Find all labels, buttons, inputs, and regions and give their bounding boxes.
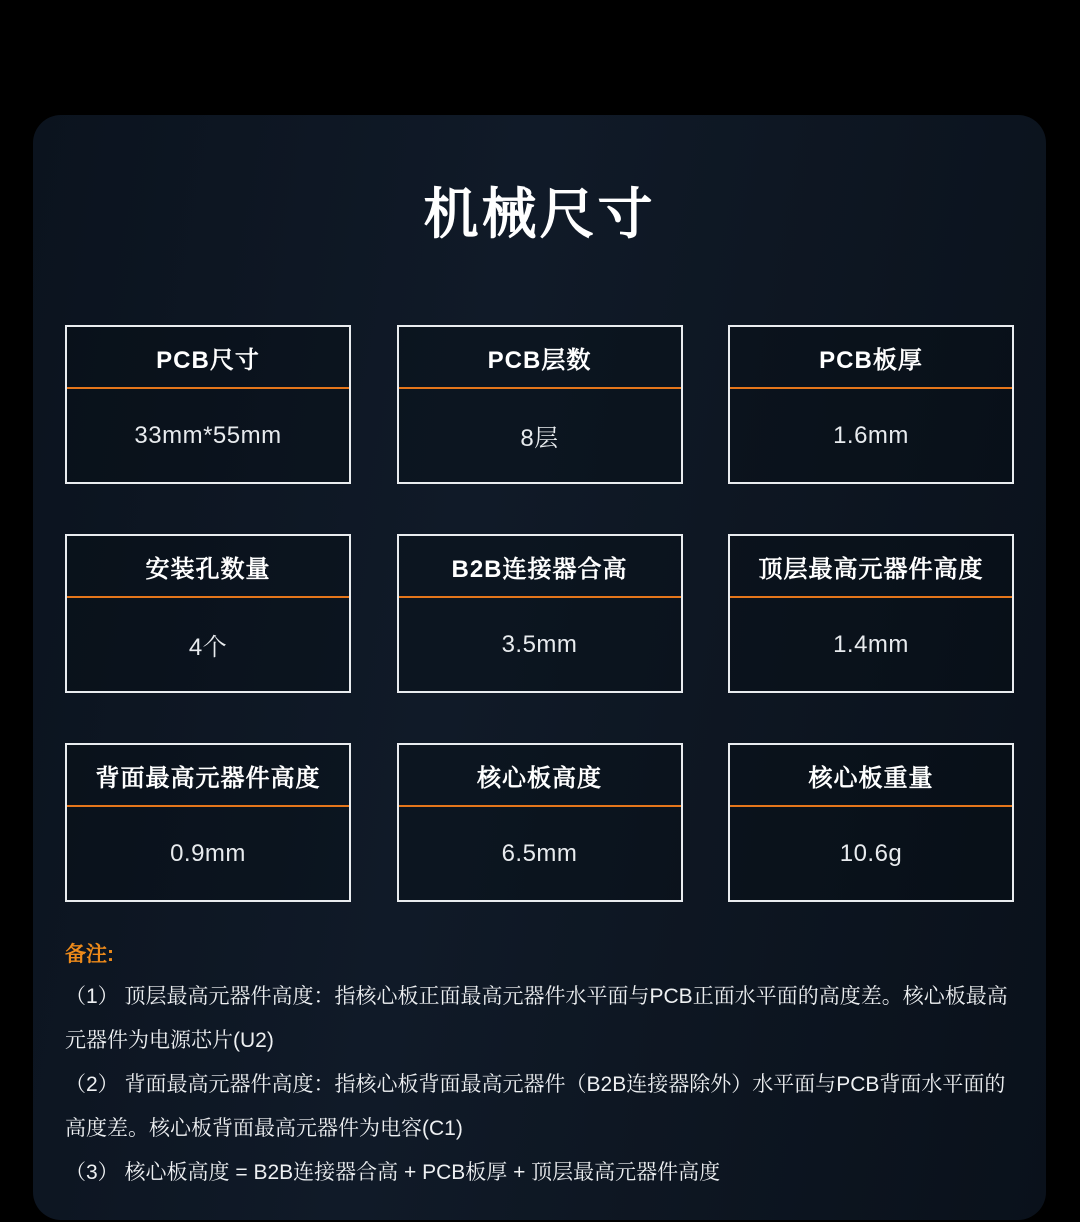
- notes-section: [65, 935, 1014, 1195]
- spec-card-top-component-height: [728, 534, 1014, 693]
- spec-card-title: PCB板厚: [730, 327, 1012, 389]
- page-title: 机械尺寸: [423, 183, 656, 245]
- note-item-3: （3） 核心板高度 = B2B连接器合高 + PCB板厚 + 顶层最高元器件高度: [65, 1161, 721, 1184]
- spec-card-title: 核心板重量: [730, 745, 1012, 807]
- spec-grid: [65, 325, 1014, 902]
- spec-card-board-height: [397, 743, 683, 902]
- spec-card-title: 顶层最高元器件高度: [730, 536, 1012, 598]
- spec-panel: [33, 115, 1046, 1220]
- spec-card-title: 核心板高度: [399, 745, 681, 807]
- spec-card-value: 6.5mm: [501, 839, 578, 867]
- note-item-1: （1） 顶层最高元器件高度：指核心板正面最高元器件水平面与PCB正面水平面的高度差。核心板最高元器件为电源芯片(U2): [65, 985, 1008, 1052]
- spec-card-board-weight: [728, 743, 1014, 902]
- spec-card-pcb-thickness: [728, 325, 1014, 484]
- spec-card-value: 1.4mm: [833, 630, 909, 658]
- spec-card-title: 背面最高元器件高度: [67, 745, 349, 807]
- note-item-2: （2） 背面最高元器件高度：指核心板背面最高元器件（B2B连接器除外）水平面与PCB背面水平面的高度差。核心板背面最高元器件为电容(C1): [65, 1073, 1006, 1140]
- notes-label: 备注:: [65, 943, 114, 966]
- spec-card-pcb-layers: [397, 325, 683, 484]
- spec-card-pcb-size: [65, 325, 351, 484]
- spec-card-value: 3.5mm: [501, 630, 578, 658]
- spec-card-value: 1.6mm: [833, 421, 909, 449]
- spec-card-mounting-holes: [65, 534, 351, 693]
- spec-card-value: 33mm*55mm: [134, 421, 282, 449]
- spec-card-title: B2B连接器合高: [399, 536, 681, 598]
- spec-card-title: PCB尺寸: [67, 327, 349, 389]
- spec-card-value: 0.9mm: [170, 839, 246, 867]
- spec-card-title: 安装孔数量: [67, 536, 349, 598]
- spec-card-b2b-height: [397, 534, 683, 693]
- spec-card-value: 10.6g: [839, 839, 903, 867]
- spec-card-value: 8层: [520, 425, 559, 452]
- spec-card-value: 4个: [188, 634, 228, 661]
- spec-card-bottom-component-height: [65, 743, 351, 902]
- spec-card-title: PCB层数: [399, 327, 681, 389]
